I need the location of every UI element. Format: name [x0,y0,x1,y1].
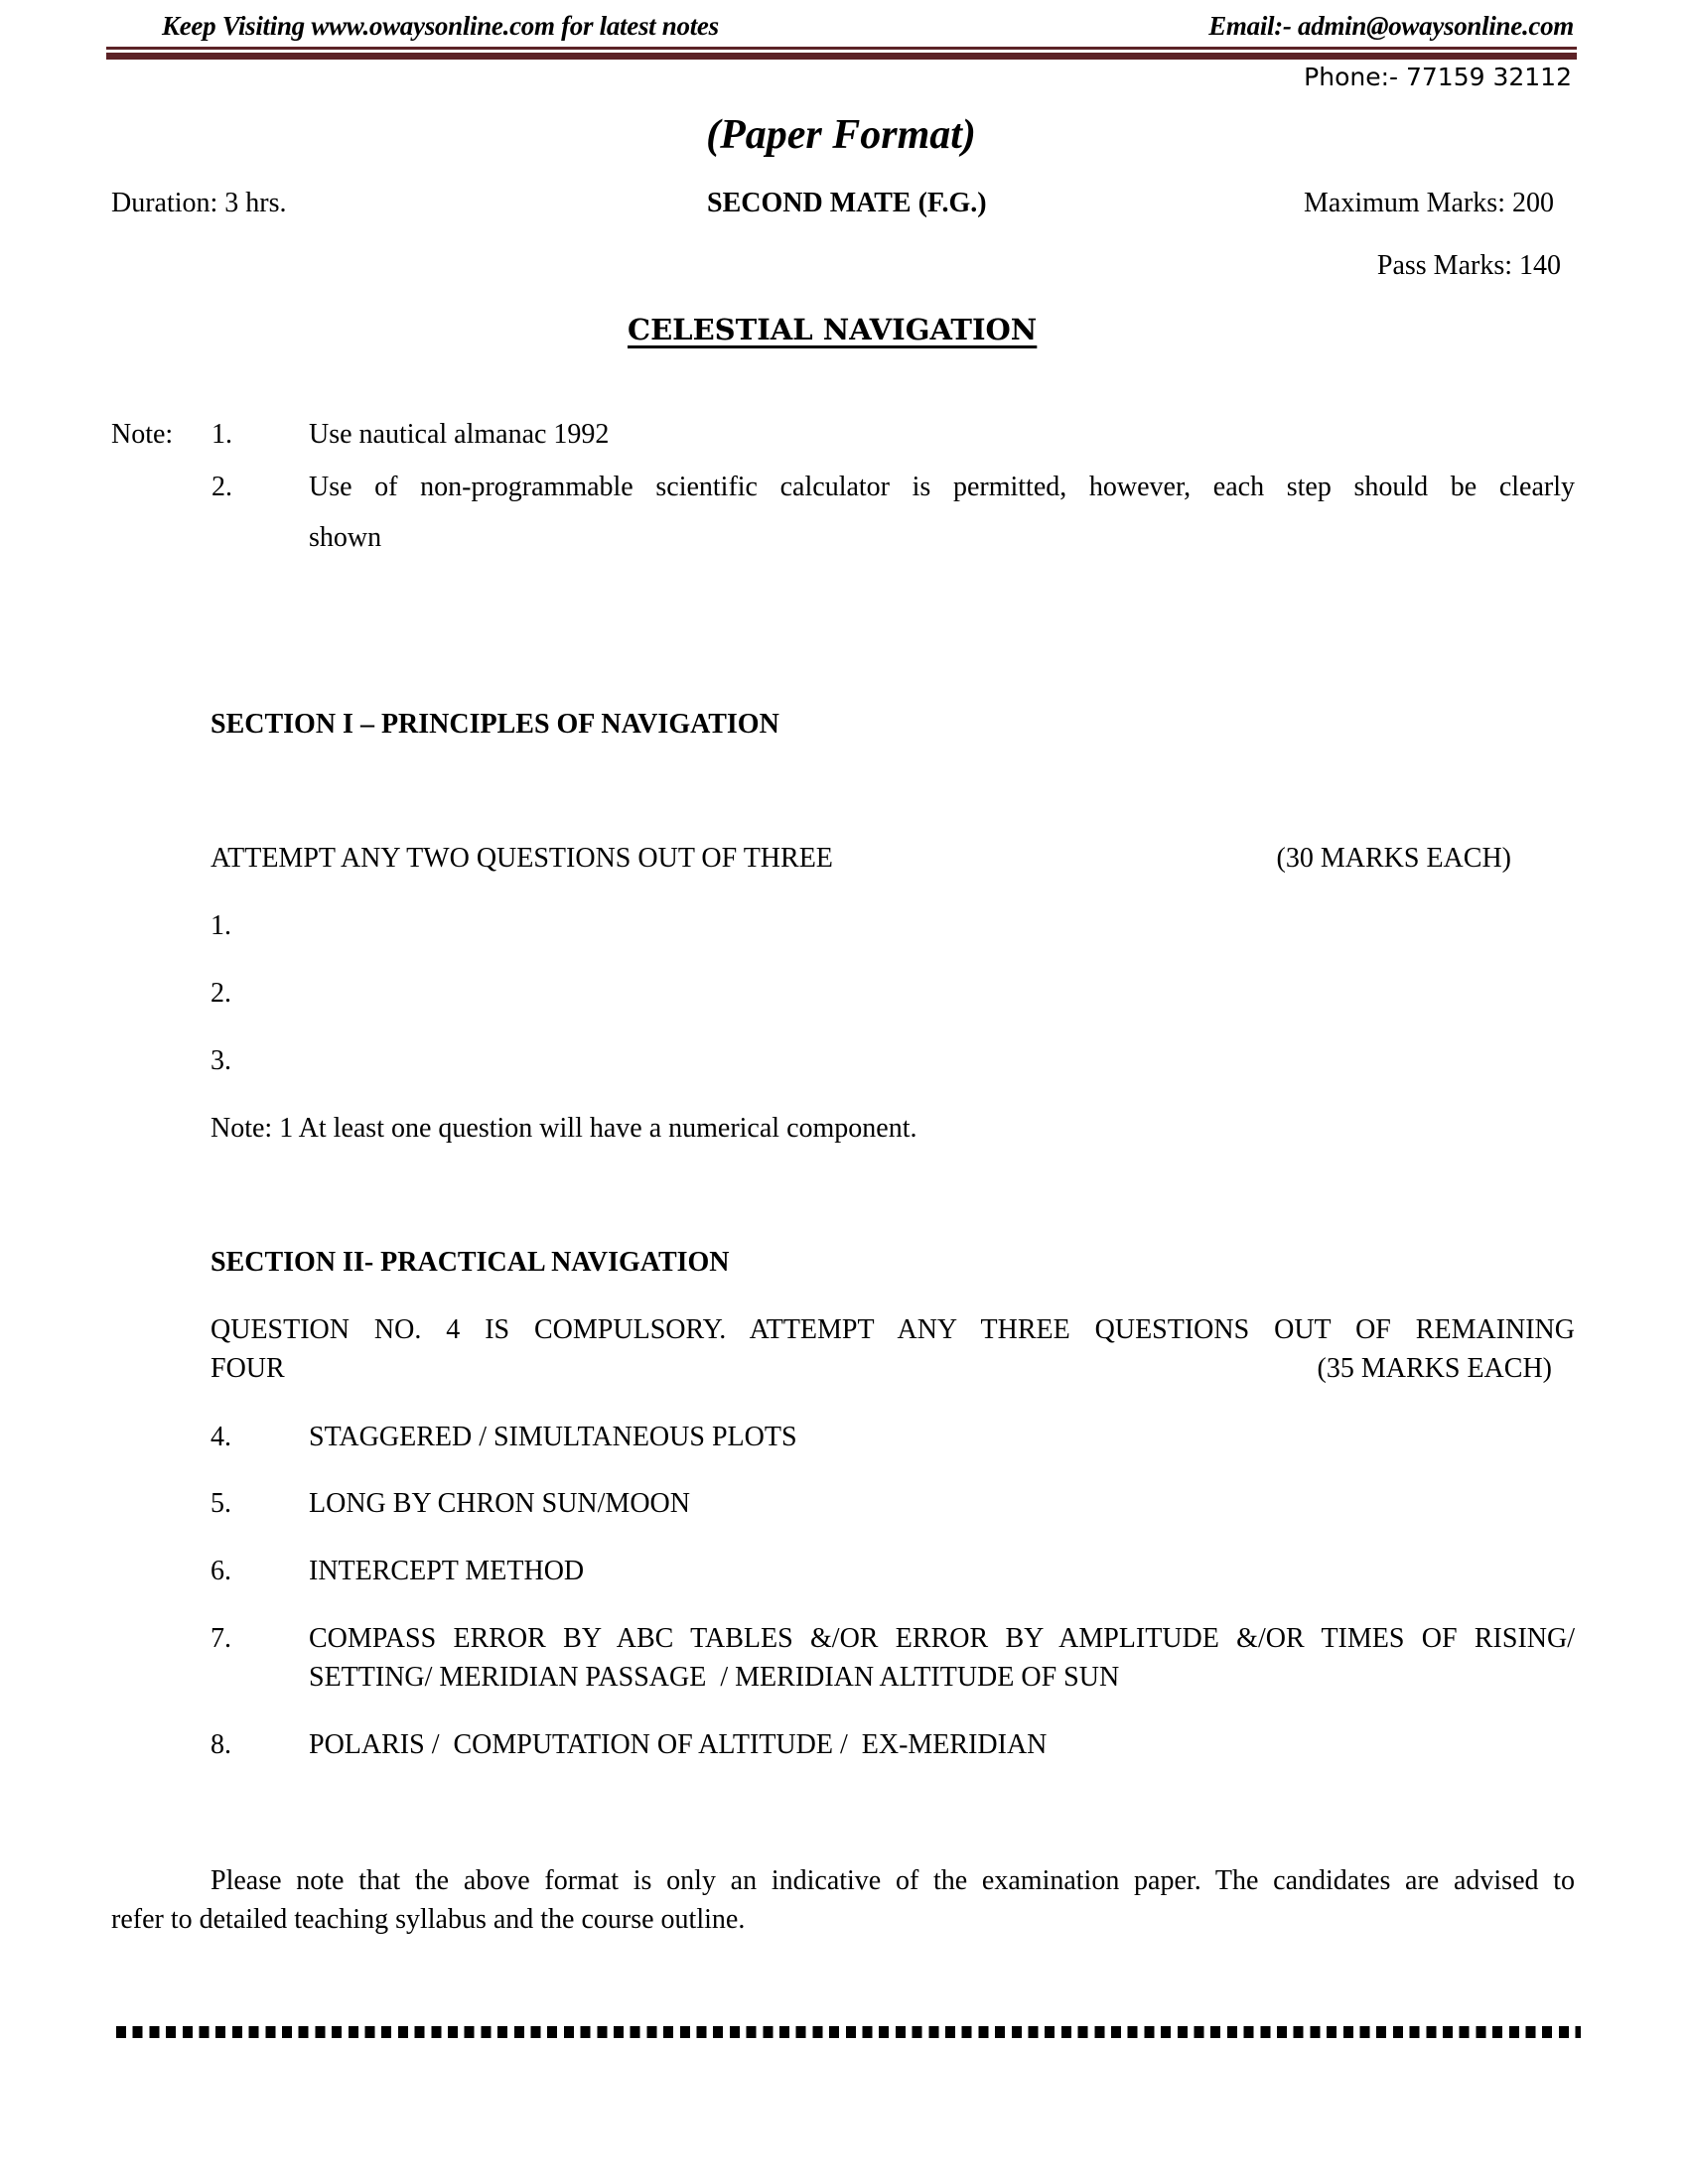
exam-title: SECOND MATE (F.G.) [707,188,987,218]
note-text-2-line1: Use of non-programmable scientific calculator is permitted, however, each step should be clearly [309,472,1575,502]
section1-question-1: 1. [211,910,231,941]
dotted-divider [116,2026,1581,2038]
page-title-text: (Paper Format) [706,112,976,158]
note-label: Note: [111,419,174,450]
page-title [0,111,1688,159]
header-rule-thick [106,53,1577,60]
section2-question-number-6: 6. [211,1556,231,1586]
footer-note-line2: refer to detailed teaching syllabus and the course outline. [111,1904,746,1935]
section2-question-number-4: 4. [211,1422,231,1452]
duration-text: Duration: 3 hrs. [111,188,287,218]
section1-marks: (30 MARKS EACH) [1276,843,1511,874]
note-text-1: Use nautical almanac 1992 [309,419,610,450]
header-rule-thin [106,47,1577,50]
section2-question-text-6: INTERCEPT METHOD [309,1556,585,1586]
section2-question-text-7-line1: COMPASS ERROR BY ABC TABLES &/OR ERROR BY AMPLITUDE &/OR TIMES OF RISING/ [309,1623,1575,1654]
note-number-1: 1. [211,419,232,450]
section2-heading: SECTION II- PRACTICAL NAVIGATION [211,1247,730,1278]
section2-question-text-7-line2: SETTING/ MERIDIAN PASSAGE / MERIDIAN ALTITUDE OF SUN [309,1662,1120,1693]
section2-question-number-5: 5. [211,1488,231,1519]
section2-question-number-8: 8. [211,1729,231,1760]
section2-question-text-5: LONG BY CHRON SUN/MOON [309,1488,690,1519]
footer-note-line1: Please note that the above format is only an indicative of the examination paper. The candidates are advised to [211,1865,1575,1896]
pass-marks-text: Pass Marks: 140 [1376,250,1561,281]
max-marks-text: Maximum Marks: 200 [1304,188,1554,218]
header-phone-text: Phone:- 77159 32112 [1304,63,1572,91]
section2-instruction-line1: QUESTION NO. 4 IS COMPULSORY. ATTEMPT ANY THREE QUESTIONS OUT OF REMAINING [211,1314,1575,1345]
section2-marks: (35 MARKS EACH) [1317,1353,1552,1384]
note-text-2-line2: shown [309,522,382,553]
section1-note: Note: 1 At least one question will have a numerical component. [211,1113,917,1144]
section1-question-2: 2. [211,978,231,1009]
section2-question-text-8: POLARIS / COMPUTATION OF ALTITUDE / EX-MERIDIAN [309,1729,1048,1760]
header-visit-text: Keep Visiting www.owaysonline.com for latest notes [162,11,719,41]
section2-instruction-line2: FOUR [211,1353,285,1384]
section2-question-number-7: 7. [211,1623,231,1654]
section1-instruction: ATTEMPT ANY TWO QUESTIONS OUT OF THREE [211,843,833,874]
subject-heading: CELESTIAL NAVIGATION [628,313,1038,346]
section2-question-text-4: STAGGERED / SIMULTANEOUS PLOTS [309,1422,797,1452]
note-number-2: 2. [211,472,232,502]
section1-question-3: 3. [211,1045,231,1076]
section1-heading: SECTION I – PRINCIPLES OF NAVIGATION [211,709,779,740]
header-email-text: Email:- admin@owaysonline.com [1208,11,1574,41]
